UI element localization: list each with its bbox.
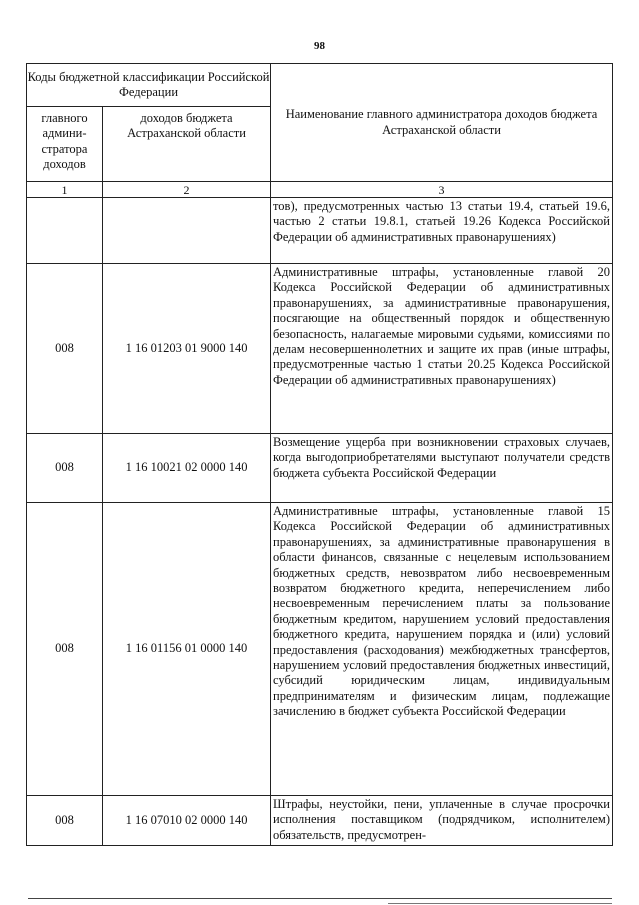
page-bottom-rule-short	[388, 903, 612, 904]
table-row	[27, 264, 613, 434]
table-row	[27, 796, 613, 846]
budget-code-cell	[103, 198, 271, 264]
budget-code-cell: 1 16 01203 01 9000 140	[103, 264, 271, 434]
description-cell: Административные штрафы, установленные главой 15 Кодекса Российской Федерации об административных правонарушениях, за административные правонарушения в области финансов, связанные с нецелевым использованием бюджетных средств, невозвратом либо несвоевременным возвратом бюджетного кредита, неперечислением либо несвоевременным перечислением платы за пользование бюджетным кредитом, нарушением условий предоставления бюджетного кредита, нарушением порядка и (или) условий предоставления (расходования) межбюджетных трансфертов, нарушением условий предоставления бюджетных инвестиций, субсидий юридическим лицам, индивидуальным предпринимателям и физическим лицам, подлежащие зачислению в бюджет субъекта Российской Федерации	[271, 503, 613, 796]
description-cell: тов), предусмотренных частью 13 статьи 19.4, статьей 19.6, частью 2 статьи 19.8.1, статьей 19.26 Кодекса Российской Федерации об административных правонарушениях)	[271, 198, 613, 264]
description-cell: Штрафы, неустойки, пени, уплаченные в случае просрочки исполнения поставщиком (подрядчиком, исполнителем) обязательств, предусмотрен-	[271, 796, 613, 846]
header-admin-name: Наименование главного администратора доходов бюджета Астраханской области	[271, 64, 613, 182]
budget-code-cell: 1 16 10021 02 0000 140	[103, 434, 271, 503]
budget-code-cell: 1 16 01156 01 0000 140	[103, 503, 271, 796]
admin-code-cell: 008	[27, 796, 103, 846]
table-header-row-1	[27, 64, 613, 107]
budget-codes-table	[26, 63, 613, 846]
table-row	[27, 198, 613, 264]
admin-code-cell: 008	[27, 264, 103, 434]
admin-code-cell	[27, 198, 103, 264]
admin-code-cell: 008	[27, 434, 103, 503]
budget-code-cell: 1 16 07010 02 0000 140	[103, 796, 271, 846]
column-number-2: 2	[103, 182, 271, 198]
header-budget-income: доходов бюджета Астраханской области	[103, 107, 271, 182]
description-cell: Возмещение ущерба при возникновении страховых случаев, когда выгодоприобретателями выступают получатели средств бюджета субъекта Российской Федерации	[271, 434, 613, 503]
table-row	[27, 503, 613, 796]
column-number-3: 3	[271, 182, 613, 198]
page-bottom-rule	[28, 898, 612, 899]
admin-code-cell: 008	[27, 503, 103, 796]
header-codes-group: Коды бюджетной классификации Российской Федерации	[27, 64, 271, 107]
column-numbers-row	[27, 182, 613, 198]
header-main-admin: главного админи-стратора доходов	[27, 107, 103, 182]
table-row	[27, 434, 613, 503]
page-number: 98	[314, 40, 325, 52]
description-cell: Административные штрафы, установленные главой 20 Кодекса Российской Федерации об административных правонарушениях, за административные правонарушения, посягающие на общественный порядок и общественную безопасность, налагаемые мировыми судьями, комиссиями по делам несовершеннолетних и защите их прав (иные штрафы, предусмотренные частью 1 статьи 20.25 Кодекса Российской Федерации об административных правонарушениях)	[271, 264, 613, 434]
column-number-1: 1	[27, 182, 103, 198]
